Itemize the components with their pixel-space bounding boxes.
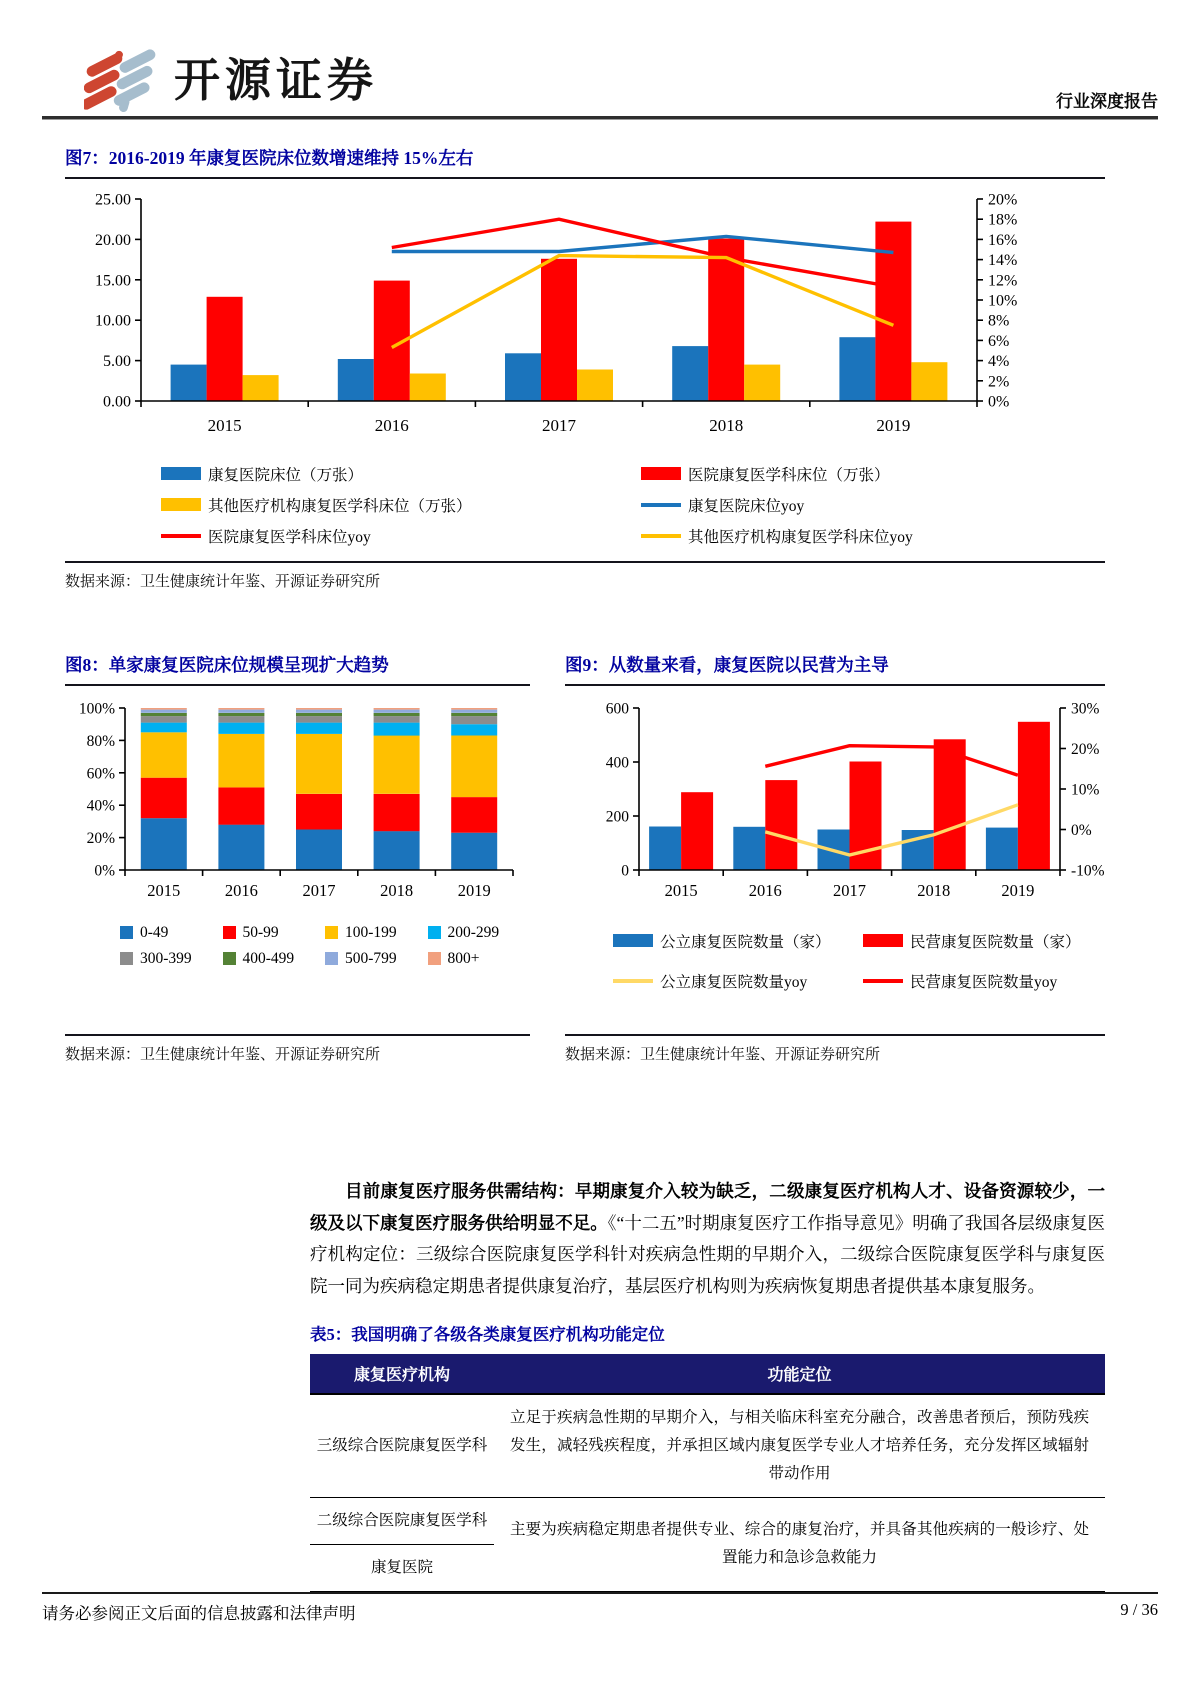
table5-section <box>310 1321 1105 1592</box>
legend-color-swatch <box>161 498 201 511</box>
svg-text:2017: 2017 <box>833 880 866 900</box>
svg-text:40%: 40% <box>86 797 115 815</box>
figure8-title: 图8：单家康复医院床位规模呈现扩大趋势 <box>65 654 389 675</box>
figure9-source: 数据来源：卫生健康统计年鉴、开源证券研究所 <box>565 1046 881 1063</box>
legend-item <box>223 924 326 942</box>
svg-text:2016: 2016 <box>374 415 409 435</box>
legend-label: 400-499 <box>242 949 295 967</box>
legend-item <box>428 950 531 968</box>
svg-text:30%: 30% <box>1071 700 1100 718</box>
figure8-title-divider <box>65 684 530 686</box>
svg-text:6%: 6% <box>988 332 1010 350</box>
legend-item <box>325 950 428 968</box>
legend-line-swatch <box>161 534 201 538</box>
svg-text:16%: 16% <box>988 231 1018 249</box>
legend-label: 200-299 <box>447 923 500 941</box>
svg-text:15.00: 15.00 <box>95 272 131 290</box>
paragraph-bold-lead: 目前康复医疗服务供需结构：早期康复介入较为缺乏，二级康复医疗机构人才、设备资源较少，一级及以下康复医疗服务供给明显不足。 <box>310 1180 1105 1233</box>
legend-item <box>613 930 863 952</box>
svg-text:60%: 60% <box>86 765 115 783</box>
svg-text:20%: 20% <box>988 191 1018 209</box>
table5-header-org: 康复医疗机构 <box>310 1354 494 1394</box>
svg-text:2015: 2015 <box>147 880 181 900</box>
table-row <box>310 1394 1105 1497</box>
legend-label: 其他医疗机构康复医学科床位（万张） <box>208 497 472 515</box>
svg-text:20%: 20% <box>1071 740 1100 758</box>
page-footer <box>42 1592 1158 1624</box>
svg-text:4%: 4% <box>988 352 1010 370</box>
figure9-legend <box>565 930 1105 992</box>
legend-label: 500-799 <box>345 949 397 967</box>
legend-label: 民营康复医院数量yoy <box>910 973 1058 991</box>
svg-text:-10%: -10% <box>1071 862 1105 880</box>
table5-title: 表5：我国明确了各级各类康复医疗机构功能定位 <box>310 1325 665 1345</box>
table5-org-tertiary: 三级综合医院康复医学科 <box>310 1394 494 1497</box>
legend-label: 医院康复医学科床位yoy <box>208 528 371 546</box>
legend-label: 民营康复医院数量（家） <box>910 933 1081 951</box>
legend-label: 康复医院床位yoy <box>688 497 805 515</box>
table5-org-rehab-hospital: 康复医院 <box>370 1558 433 1576</box>
body-paragraph <box>310 1176 1105 1303</box>
legend-item <box>863 970 1105 992</box>
legend-color-swatch <box>325 926 338 939</box>
svg-text:80%: 80% <box>86 732 115 750</box>
figure8-body <box>65 698 530 1020</box>
legend-color-swatch <box>641 467 681 480</box>
legend-item <box>120 924 223 942</box>
figure7-title-divider <box>65 177 1105 179</box>
footer-divider <box>42 1592 1158 1594</box>
table-row <box>310 1497 1105 1544</box>
svg-text:100%: 100% <box>78 700 115 718</box>
legend-color-swatch <box>161 467 201 480</box>
legend-color-swatch <box>223 926 236 939</box>
legend-label: 康复医院床位（万张） <box>208 466 364 484</box>
legend-item <box>120 950 223 968</box>
figure9-chart-canvas <box>565 698 1113 914</box>
svg-text:5.00: 5.00 <box>103 352 131 370</box>
table5-org-secondary: 二级综合医院康复医学科 <box>310 1497 494 1544</box>
figure7-title: 图7：2016-2019 年康复医院床位数增速维持 15%左右 <box>65 148 474 168</box>
figure7-source-divider <box>65 561 1105 563</box>
footer-disclaimer: 请务必参阅正文后面的信息披露和法律声明 <box>42 1604 356 1623</box>
figure8-source: 数据来源：卫生健康统计年鉴、开源证券研究所 <box>65 1046 381 1063</box>
svg-text:10%: 10% <box>1071 781 1100 799</box>
svg-text:8%: 8% <box>988 312 1010 330</box>
legend-item <box>428 924 531 942</box>
legend-item <box>161 525 641 547</box>
legend-label: 300-399 <box>140 949 192 967</box>
legend-label: 0-49 <box>140 923 169 941</box>
legend-label: 公立康复医院数量（家） <box>660 933 831 951</box>
svg-text:0%: 0% <box>988 393 1010 411</box>
svg-text:200: 200 <box>605 808 629 826</box>
svg-text:12%: 12% <box>988 272 1018 290</box>
legend-color-swatch <box>428 926 441 939</box>
legend-color-swatch <box>863 934 903 947</box>
figure9-title: 图9：从数量来看，康复医院以民营为主导 <box>565 654 889 675</box>
paragraph-regular-text: 《“十二五”时期康复医疗工作指导意见》明确了我国各层级康复医疗机构定位：三级综合医院康复医学科针对疾病急性期的早期介入，二级综合医院康复医学科与康复医院一同为疾病稳定期患者提供康复治疗，基层医疗机构则为疾病恢复期患者提供基本康复服务。 <box>310 1212 1105 1297</box>
figure9-section <box>565 655 1105 1064</box>
legend-color-swatch <box>120 952 133 965</box>
svg-text:0%: 0% <box>94 862 115 880</box>
brand-logo <box>84 48 378 112</box>
svg-text:600: 600 <box>605 700 629 718</box>
legend-label: 公立康复医院数量yoy <box>660 973 808 991</box>
figure7-source: 数据来源：卫生健康统计年鉴、开源证券研究所 <box>65 573 381 590</box>
figure8-source-divider <box>65 1034 530 1036</box>
legend-line-swatch <box>863 979 903 983</box>
svg-text:14%: 14% <box>988 251 1018 269</box>
footer-page-number: 9 / 36 <box>1120 1600 1158 1619</box>
svg-text:0.00: 0.00 <box>103 393 131 411</box>
table5-header-func: 功能定位 <box>494 1354 1105 1394</box>
figure7-chart-canvas <box>77 189 1027 447</box>
legend-item <box>863 930 1105 952</box>
legend-label: 800+ <box>447 949 480 967</box>
figure8-legend <box>65 924 530 968</box>
legend-color-swatch <box>613 934 653 947</box>
svg-text:2016: 2016 <box>748 880 782 900</box>
svg-text:2%: 2% <box>988 373 1010 391</box>
legend-line-swatch <box>613 979 653 983</box>
svg-text:2017: 2017 <box>542 415 576 435</box>
legend-item <box>613 970 863 992</box>
legend-item <box>223 950 326 968</box>
legend-color-swatch <box>223 952 236 965</box>
svg-text:25.00: 25.00 <box>95 191 131 209</box>
svg-text:2018: 2018 <box>709 415 744 435</box>
svg-text:2015: 2015 <box>664 880 698 900</box>
figure7-section <box>65 148 1105 591</box>
legend-item <box>641 494 1105 516</box>
svg-text:400: 400 <box>605 754 629 772</box>
svg-text:10.00: 10.00 <box>95 312 131 330</box>
brand-name: 开源证券 <box>174 54 378 106</box>
legend-label: 100-199 <box>345 923 397 941</box>
figure7-legend <box>65 463 1105 547</box>
legend-item <box>325 924 428 942</box>
table5-func-tertiary: 立足于疾病急性期的早期介入，与相关临床科室充分融合，改善患者预后，预防残疾发生，减轻残疾程度，并承担区域内康复医学专业人才培养任务，充分发挥区域辐射带动作用 <box>494 1394 1105 1497</box>
figure9-source-divider <box>565 1034 1105 1036</box>
legend-item <box>641 463 1105 485</box>
svg-text:2018: 2018 <box>917 880 951 900</box>
legend-label: 医院康复医学科床位（万张） <box>688 466 890 484</box>
kaiyuan-logo-icon <box>84 48 158 112</box>
legend-label: 50-99 <box>242 923 279 941</box>
svg-text:2019: 2019 <box>876 415 911 435</box>
legend-color-swatch <box>120 926 133 939</box>
figure8-section <box>65 655 530 1064</box>
svg-text:20.00: 20.00 <box>95 231 131 249</box>
legend-item <box>641 525 1105 547</box>
svg-text:0%: 0% <box>1071 821 1092 839</box>
legend-color-swatch <box>325 952 338 965</box>
legend-label: 其他医疗机构康复医学科床位yoy <box>688 528 913 546</box>
figure9-body <box>565 698 1105 1020</box>
table5-func-secondary: 主要为疾病稳定期患者提供专业、综合的康复治疗，并具备其他疾病的一般诊疗、处置能力和急诊急救能力 <box>510 1521 1089 1567</box>
legend-line-swatch <box>641 503 681 507</box>
svg-text:18%: 18% <box>988 211 1018 229</box>
svg-text:20%: 20% <box>86 829 115 847</box>
svg-text:0: 0 <box>621 862 629 880</box>
svg-text:10%: 10% <box>988 292 1018 310</box>
svg-text:2015: 2015 <box>207 415 242 435</box>
legend-line-swatch <box>641 534 681 538</box>
report-type-label: 行业深度报告 <box>1056 92 1158 111</box>
figures-8-9-row <box>65 655 1105 1064</box>
legend-item <box>161 494 641 516</box>
figure8-chart-canvas <box>65 698 530 914</box>
svg-text:2019: 2019 <box>457 880 491 900</box>
legend-color-swatch <box>428 952 441 965</box>
header-divider <box>42 116 1158 120</box>
page-header <box>0 0 1200 112</box>
table5 <box>310 1354 1105 1592</box>
figure9-title-divider <box>565 684 1105 686</box>
svg-text:2017: 2017 <box>302 880 336 900</box>
table5-header-row <box>310 1354 1105 1394</box>
svg-text:2016: 2016 <box>224 880 258 900</box>
legend-item <box>161 463 641 485</box>
svg-text:2018: 2018 <box>380 880 414 900</box>
svg-text:2019: 2019 <box>1001 880 1035 900</box>
